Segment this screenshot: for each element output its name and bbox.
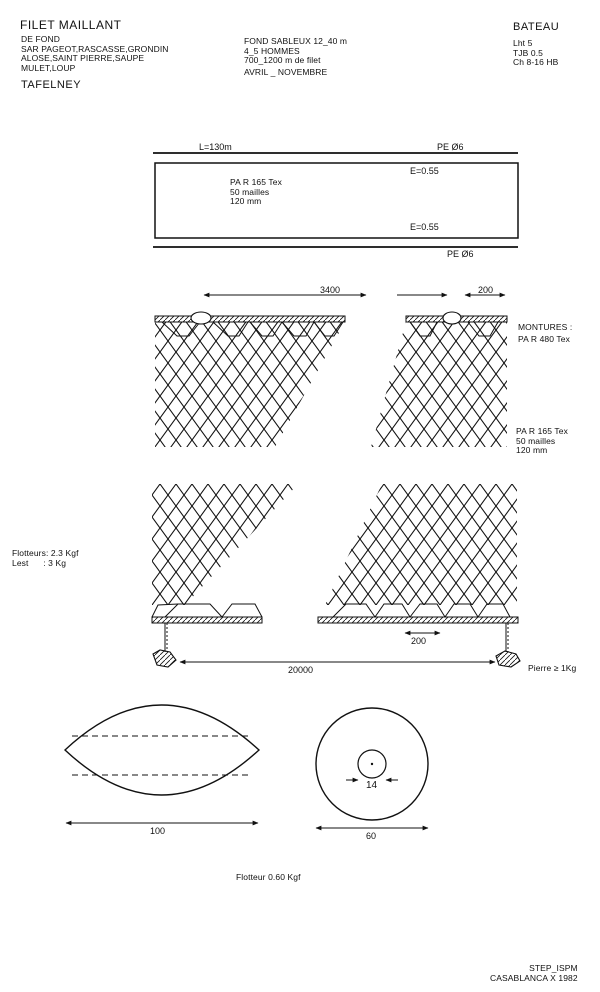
float-end-view <box>316 708 428 828</box>
float-diameter: 60 <box>366 831 377 841</box>
dim-200-bottom: 200 <box>411 636 427 646</box>
boat-spec: TJB 0.5 <box>513 47 543 58</box>
float-side-view <box>65 705 259 823</box>
footer-credit <box>490 964 578 983</box>
net-panel <box>155 163 518 238</box>
floats-line: Flotteurs: 2.3 Kgf <box>12 548 79 558</box>
condition-line: 700_1200 m de filet <box>244 55 321 65</box>
species-line: MULET,LOUP <box>21 62 76 73</box>
montures-label <box>518 323 572 344</box>
local-name: TAFELNEY <box>21 79 82 91</box>
float-caption: Flotteur 0.60 Kgf <box>236 872 301 882</box>
e-bottom-label: E=0.55 <box>410 222 439 232</box>
weights-line: Lest : 3 Kg <box>12 557 67 568</box>
net-material <box>230 178 282 207</box>
material-line: 50 mailles <box>516 435 556 446</box>
dim-200-top: 200 <box>478 285 494 295</box>
float-icon <box>191 312 211 324</box>
material-line: PA R 165 Tex <box>516 426 568 436</box>
boat-spec: Ch 8-16 HB <box>513 57 559 67</box>
boat-title: BATEAU <box>513 21 560 33</box>
float-length: 100 <box>150 826 166 836</box>
condition-line: FOND SABLEUX 12_40 m <box>244 36 348 46</box>
material-line: 50 mailles <box>230 186 270 197</box>
montures-line: PA R 480 Tex <box>518 333 570 344</box>
top-rope-label: PE Ø6 <box>437 142 464 152</box>
floats-weights <box>12 549 79 568</box>
net-detail-upper-right <box>371 312 507 447</box>
dim-3400: 3400 <box>320 285 341 295</box>
float-icon <box>443 312 461 324</box>
net-detail-lower-left <box>152 484 298 667</box>
species-line: DE FOND <box>21 34 60 44</box>
footer-line: CASABLANCA X 1982 <box>490 972 578 983</box>
footer-line: STEP_ISPM <box>529 963 578 973</box>
net-length-label: L=130m <box>199 142 232 152</box>
material-line: 120 mm <box>230 196 262 206</box>
stone-icon <box>153 650 176 667</box>
net-overview <box>153 153 518 247</box>
material-line: 120 mm <box>516 445 548 455</box>
species-line: ALOSE,SAINT PIERRE,SAUPE <box>21 53 145 63</box>
net-material-detail <box>516 427 568 456</box>
condition-line: AVRIL _ NOVEMBRE <box>244 66 328 77</box>
stone-icon <box>496 651 520 667</box>
species-line: SAR PAGEOT,RASCASSE,GRONDIN <box>21 43 169 54</box>
title: FILET MAILLANT <box>20 18 122 32</box>
float-hole: 14 <box>366 780 378 791</box>
dim-20000: 20000 <box>288 665 314 675</box>
e-top-label: E=0.55 <box>410 166 439 176</box>
net-detail-upper-left <box>155 312 345 447</box>
material-line: PA R 165 Tex <box>230 177 282 187</box>
boat-spec: Lht 5 <box>513 38 533 48</box>
condition-line: 4_5 HOMMES <box>244 45 300 56</box>
stone-label: Pierre ≥ 1Kg <box>528 663 577 673</box>
montures-line: MONTURES : <box>518 322 573 332</box>
bottom-rope-label: PE Ø6 <box>447 249 474 259</box>
